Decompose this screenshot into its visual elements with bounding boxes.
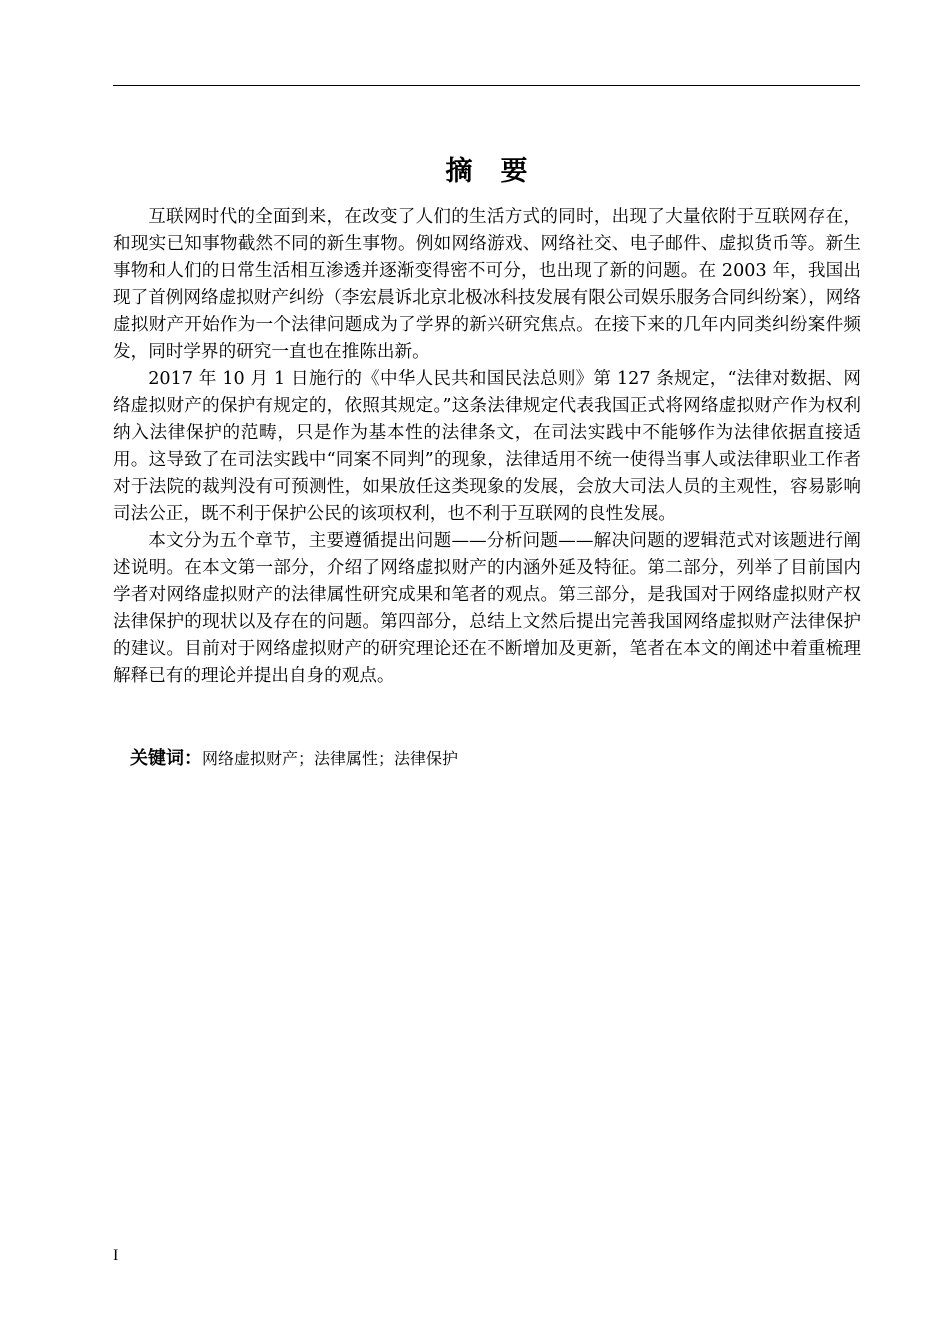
abstract-paragraph-3: 本文分为五个章节，主要遵循提出问题——分析问题——解决问题的逻辑范式对该题进行阐述说明。在本文第一部分，介绍了网络虚拟财产的内涵外延及特征。第二部分，列举了目前国内学者对网络虚拟财产的法律属性研究成果和笔者的观点。第三部分，是我国对于网络虚拟财产权法律保护的现状以及存在的问题。第四部分，总结上文然后提出完善我国网络虚拟财产法律保护的建议。目前对于网络虚拟财产的研究理论还在不断增加及更新，笔者在本文的阐述中着重梳理解释已有的理论并提出自身的观点。 (113, 531, 861, 686)
page-number: I (113, 1247, 119, 1264)
keywords-label: 关键词： (130, 748, 202, 769)
page-title (113, 152, 860, 192)
page-title-char-2: 要 (500, 156, 528, 187)
keywords-line (130, 745, 458, 773)
abstract-body (113, 204, 861, 690)
keywords-value: 网络虚拟财产；法律属性；法律保护 (202, 749, 459, 768)
abstract-paragraph-1: 互联网时代的全面到来，在改变了人们的生活方式的同时，出现了大量依附于互联网存在，和现实已知事物截然不同的新生事物。例如网络游戏、网络社交、电子邮件、虚拟货币等。新生事物和人们的日常生活相互渗透并逐渐变得密不可分，也出现了新的问题。在 2003 年，我国出现了首例网络虚拟财产纠纷（李宏晨诉北京北极冰科技发展有限公司娱乐服务合同纠纷案），网络虚拟财产开始作为一个法律问题成为了学界的新兴研究焦点。在接下来的几年内同类纠纷案件频发，同时学界的研究一直也在推陈出新。 (113, 207, 861, 362)
abstract-paragraph-2: 2017 年 10 月 1 日施行的《中华人民共和国民法总则》第 127 条规定，“法律对数据、网络虚拟财产的保护有规定的，依照其规定。”这条法律规定代表我国正式将网络虚拟财产作为权利纳入法律保护的范畴，只是作为基本性的法律条文，在司法实践中不能够作为法律依据直接适用。这导致了在司法实践中“同案不同判”的现象，法律适用不统一使得当事人或法律职业工作者对于法院的裁判没有可预测性，如果放任这类现象的发展，会放大司法人员的主观性，容易影响司法公正，既不利于保护公民的该项权利，也不利于互联网的良性发展。 (113, 369, 861, 524)
header-rule (113, 85, 860, 86)
page-title-char-1: 摘 (445, 156, 473, 187)
